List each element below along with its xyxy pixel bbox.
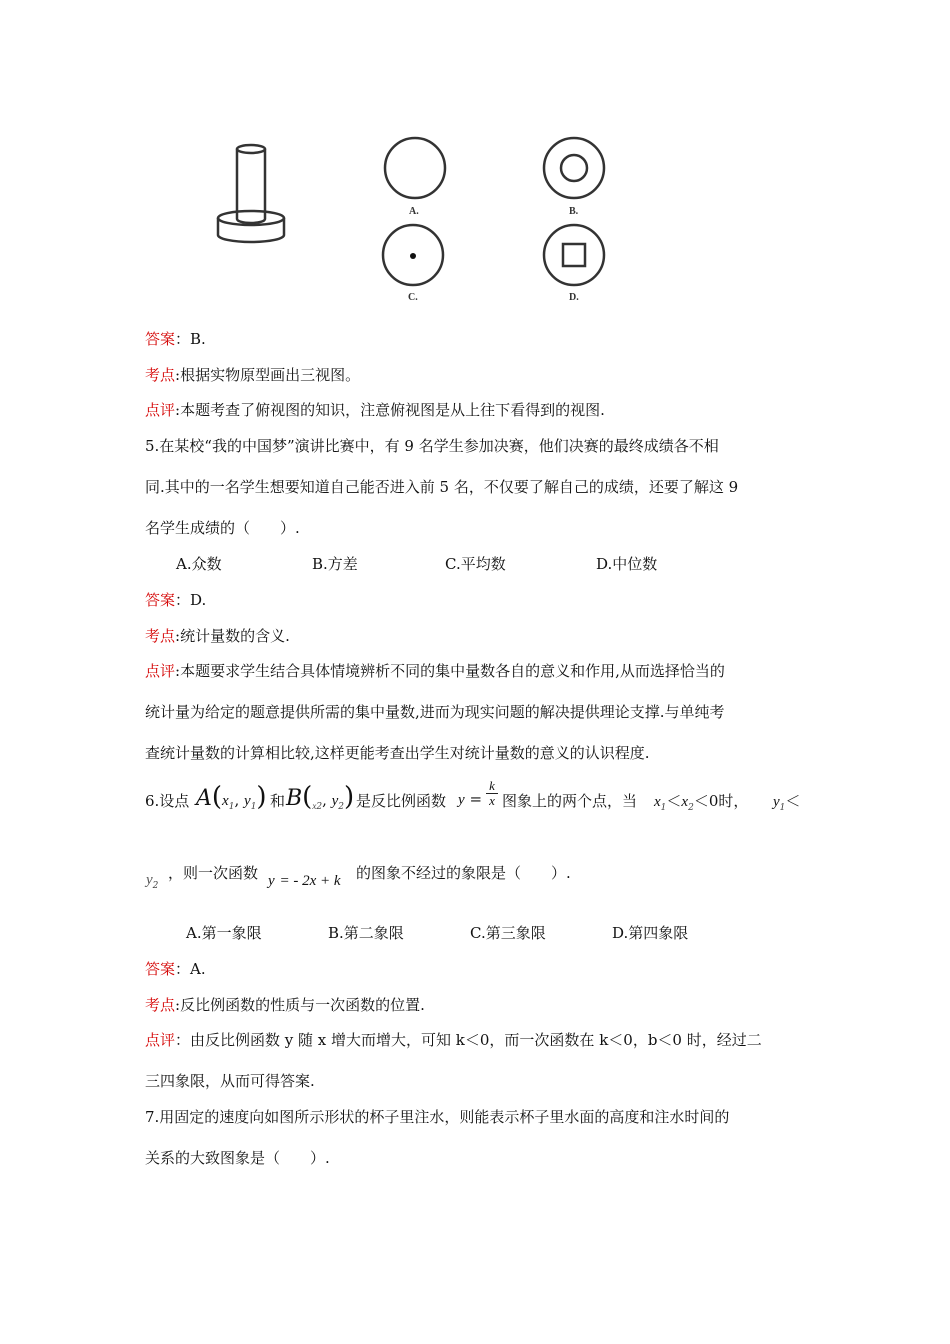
q6-y1-lt: $y_1<$ xyxy=(773,792,801,813)
q6-line2-then: ，则一次函数 xyxy=(168,864,259,882)
q6-point-b: $B(_{x2}$, $y_2$) xyxy=(286,782,355,812)
q4-point: 考点:根据实物原型画出三视图。 xyxy=(145,366,361,384)
q6-point: 考点:反比例函数的性质与一次函数的位置. xyxy=(145,996,425,1014)
object-drawing xyxy=(218,145,284,242)
q6-condition: $x_1<x_2<0$时， xyxy=(654,792,749,813)
q6-option-c: C.第三象限 xyxy=(470,924,546,942)
q7-stem-line2: 关系的大致图象是（ ）. xyxy=(145,1149,330,1167)
q5-stem-line2: 同.其中的一名学生想要知道自己能否进入前 5 名，不仅要了解自己的成绩，还要了解这 9 xyxy=(145,478,739,496)
option-d-label: D. xyxy=(569,292,579,303)
q6-option-b: B.第二象限 xyxy=(328,924,404,942)
q6-inverse-function: y = xyxy=(458,790,483,808)
q5-option-c: C.平均数 xyxy=(445,555,506,573)
q6-prefix: 6.设点 xyxy=(145,792,190,810)
q6-y2: $y_2$ xyxy=(146,872,159,891)
q6-after-func: 图象上的两个点，当 xyxy=(502,792,638,810)
q6-option-d: D.第四象限 xyxy=(612,924,689,942)
q5-point: 考点:统计量数的含义. xyxy=(145,627,290,645)
q6-point-a: $A(x_1$, $y_1$) xyxy=(196,782,267,812)
object-base xyxy=(218,218,284,242)
q5-stem-line1: 5.在某校“我的中国梦”演讲比赛中，有 9 名学生参加决赛，他们决赛的最终成绩各不相 xyxy=(145,437,719,455)
q6-linear-function: y = - 2x + k xyxy=(268,873,341,889)
q5-comment-line2: 统计量为给定的题意提供所需的集中量数,进而为现实问题的解决提供理论支撑.与单纯考 xyxy=(145,703,725,721)
q5-comment-line1: 点评:本题要求学生结合具体情境辨析不同的集中量数各自的意义和作用,从而选择恰当的 xyxy=(145,662,725,680)
option-c-dot xyxy=(410,253,416,259)
q5-comment-line3: 查统计量数的计算相比较,这样更能考查出学生对统计量数的意义的认识程度. xyxy=(145,744,650,762)
q5-option-a: A.众数 xyxy=(176,555,222,573)
q4-answer: 答案：B. xyxy=(145,330,206,348)
option-c-label: C. xyxy=(408,292,418,303)
q6-func-text: 是反比例函数 xyxy=(356,792,447,810)
q5-stem-line3: 名学生成绩的（ ）. xyxy=(145,519,300,537)
q6-option-a: A.第一象限 xyxy=(186,924,262,942)
option-d-circle xyxy=(544,225,604,285)
q5-option-b: B.方差 xyxy=(312,555,358,573)
q4-comment: 点评:本题考查了俯视图的知识，注意俯视图是从上往下看得到的视图. xyxy=(145,401,605,419)
three-view-figure xyxy=(0,0,950,320)
option-a-circle xyxy=(385,138,445,198)
option-b-inner-circle xyxy=(561,155,587,181)
q6-answer: 答案：A. xyxy=(145,960,206,978)
q6-comment-line2: 三四象限，从而可得答案. xyxy=(145,1072,315,1090)
q5-answer: 答案：D. xyxy=(145,591,207,609)
q7-stem-line1: 7.用固定的速度向如图所示形状的杯子里注水，则能表示杯子里水面的高度和注水时间的 xyxy=(145,1108,730,1126)
option-a-label: A. xyxy=(409,206,419,217)
q5-option-d: D.中位数 xyxy=(596,555,658,573)
q6-fraction: k x xyxy=(486,779,498,808)
option-b-label: B. xyxy=(569,206,579,217)
option-d-square xyxy=(563,244,585,266)
option-b-outer-circle xyxy=(544,138,604,198)
q6-comment-line1: 点评：由反比例函数 y 随 x 增大而增大，可知 k＜0，而一次函数在 k＜0，b＜0 时，经过二 xyxy=(145,1031,762,1049)
object-cylinder-top xyxy=(237,145,265,153)
q6-line2-rest: 的图象不经过的象限是（ ）. xyxy=(356,864,571,882)
q6-and: 和 xyxy=(270,792,286,810)
